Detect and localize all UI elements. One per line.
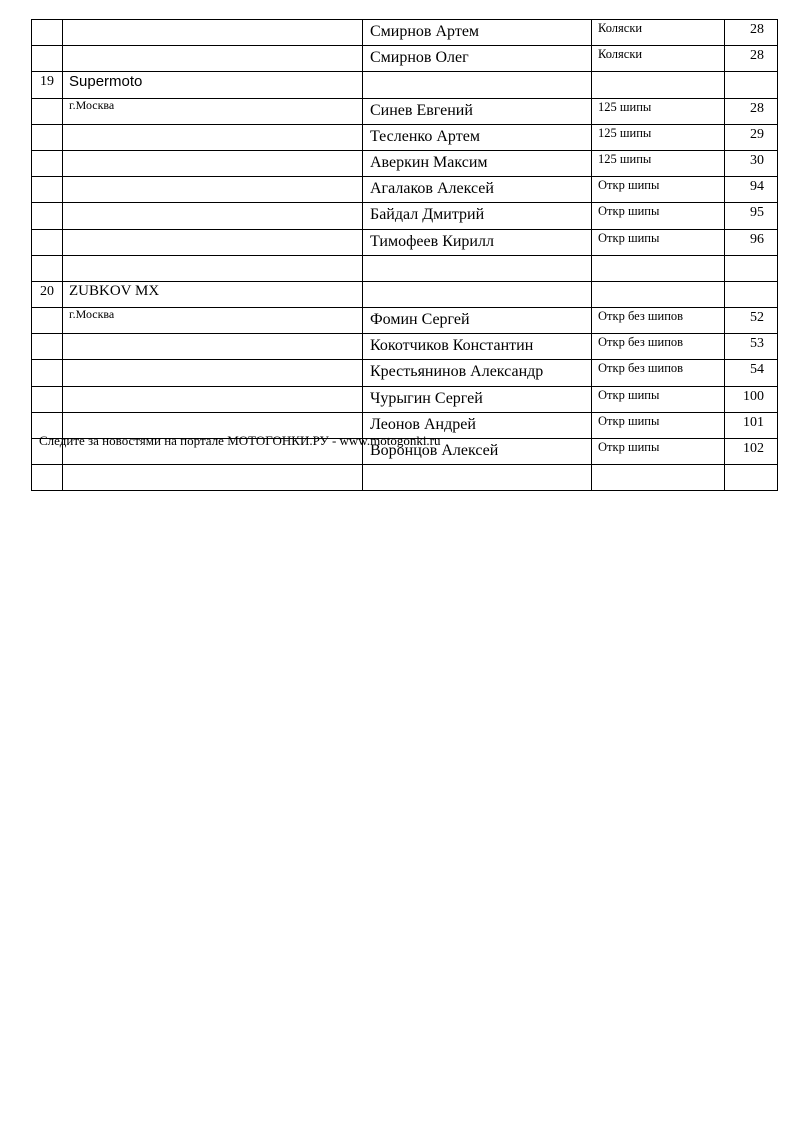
- rider-name-cell: Кокотчиков Константин: [363, 334, 592, 360]
- race-class-cell: Откр шипы: [592, 229, 725, 255]
- bib-number-cell: [725, 465, 778, 491]
- team-cell: [63, 177, 363, 203]
- rider-name-cell: Аверкин Максим: [363, 150, 592, 176]
- bib-number-cell: 54: [725, 360, 778, 386]
- race-class-cell: [592, 465, 725, 491]
- table-row: [32, 46, 778, 72]
- rider-name-cell: Чурыгин Сергей: [363, 386, 592, 412]
- bib-number-cell: 28: [725, 46, 778, 72]
- team-cell: [63, 281, 363, 307]
- rider-name-cell: Фомин Сергей: [363, 308, 592, 334]
- rider-name-cell: [363, 465, 592, 491]
- team-number-cell: [32, 20, 63, 46]
- roster-sheet: [31, 19, 778, 491]
- team-cell: [63, 386, 363, 412]
- bib-number-cell: 100: [725, 386, 778, 412]
- rider-name-cell: [363, 255, 592, 281]
- roster-table-body: [32, 20, 778, 491]
- team-cell: [63, 72, 363, 98]
- rider-name-cell: Синев Евгений: [363, 98, 592, 124]
- team-cell: [63, 229, 363, 255]
- race-class-cell: Откр шипы: [592, 412, 725, 438]
- race-class-cell: Откр без шипов: [592, 334, 725, 360]
- bib-number-cell: 95: [725, 203, 778, 229]
- table-row: [32, 386, 778, 412]
- race-class-cell: Коляски: [592, 46, 725, 72]
- bib-number-cell: 28: [725, 98, 778, 124]
- bib-number-cell: [725, 281, 778, 307]
- table-row: [32, 177, 778, 203]
- team-number-cell: 20: [32, 281, 63, 307]
- table-row: [32, 229, 778, 255]
- table-row: [32, 334, 778, 360]
- race-class-cell: Откр шипы: [592, 439, 725, 465]
- team-cell: [63, 203, 363, 229]
- race-class-cell: [592, 281, 725, 307]
- race-class-cell: Откр без шипов: [592, 308, 725, 334]
- team-number-cell: [32, 360, 63, 386]
- race-class-cell: Откр шипы: [592, 177, 725, 203]
- table-row: [32, 255, 778, 281]
- team-name: Supermoto: [69, 73, 143, 91]
- table-row: [32, 20, 778, 46]
- team-cell: [63, 465, 363, 491]
- bib-number-cell: 28: [725, 20, 778, 46]
- team-cell: [63, 150, 363, 176]
- table-row: [32, 203, 778, 229]
- team-cell: [63, 360, 363, 386]
- bib-number-cell: [725, 72, 778, 98]
- rider-name-cell: Леонов Андрей: [363, 412, 592, 438]
- footer-note: Следите за новостями на портале МОТОГОНКИ.РУ - www.motogonki.ru: [39, 433, 441, 448]
- race-class-cell: [592, 72, 725, 98]
- table-row: [32, 281, 778, 307]
- bib-number-cell: 53: [725, 334, 778, 360]
- team-cell: [63, 124, 363, 150]
- bib-number-cell: [725, 255, 778, 281]
- rider-name-cell: Воронцов Алексей: [363, 439, 592, 465]
- rider-name-cell: Агалаков Алексей: [363, 177, 592, 203]
- rider-name-cell: [363, 281, 592, 307]
- bib-number-cell: 102: [725, 439, 778, 465]
- rider-name-cell: Смирнов Олег: [363, 46, 592, 72]
- team-number-cell: [32, 255, 63, 281]
- race-class-cell: [592, 255, 725, 281]
- team-cell: [63, 20, 363, 46]
- rider-name-cell: [363, 72, 592, 98]
- team-cell: [63, 46, 363, 72]
- race-class-cell: Откр без шипов: [592, 360, 725, 386]
- race-class-cell: Откр шипы: [592, 203, 725, 229]
- team-number-cell: [32, 308, 63, 334]
- team-number-cell: [32, 98, 63, 124]
- team-number-cell: [32, 386, 63, 412]
- rider-name-cell: Смирнов Артем: [363, 20, 592, 46]
- bib-number-cell: 101: [725, 412, 778, 438]
- table-row: [32, 72, 778, 98]
- team-cell: [63, 308, 363, 334]
- rider-name-cell: Крестьянинов Александр: [363, 360, 592, 386]
- race-class-cell: Коляски: [592, 20, 725, 46]
- race-class-cell: 125 шипы: [592, 150, 725, 176]
- team-cell: [63, 98, 363, 124]
- table-row: [32, 124, 778, 150]
- team-number-cell: [32, 229, 63, 255]
- team-name: ZUBKOV MX: [69, 282, 160, 299]
- bib-number-cell: 30: [725, 150, 778, 176]
- team-cell: [63, 255, 363, 281]
- team-number-cell: 19: [32, 72, 63, 98]
- race-class-cell: 125 шипы: [592, 98, 725, 124]
- team-city: г.Москва: [69, 307, 115, 322]
- team-number-cell: [32, 177, 63, 203]
- race-class-cell: 125 шипы: [592, 124, 725, 150]
- team-cell: [63, 334, 363, 360]
- rider-name-cell: Тимофеев Кирилл: [363, 229, 592, 255]
- bib-number-cell: 29: [725, 124, 778, 150]
- roster-table: [31, 19, 778, 491]
- rider-name-cell: Байдал Дмитрий: [363, 203, 592, 229]
- team-number-cell: [32, 465, 63, 491]
- rider-name-cell: Тесленко Артем: [363, 124, 592, 150]
- race-class-cell: Откр шипы: [592, 386, 725, 412]
- table-row: [32, 150, 778, 176]
- table-row: [32, 465, 778, 491]
- bib-number-cell: 52: [725, 308, 778, 334]
- team-number-cell: [32, 124, 63, 150]
- table-row: [32, 308, 778, 334]
- table-row: [32, 360, 778, 386]
- team-number-cell: [32, 150, 63, 176]
- table-row: [32, 98, 778, 124]
- team-city: г.Москва: [69, 98, 115, 112]
- team-number-cell: [32, 334, 63, 360]
- team-number-cell: [32, 203, 63, 229]
- bib-number-cell: 94: [725, 177, 778, 203]
- bib-number-cell: 96: [725, 229, 778, 255]
- team-number-cell: [32, 46, 63, 72]
